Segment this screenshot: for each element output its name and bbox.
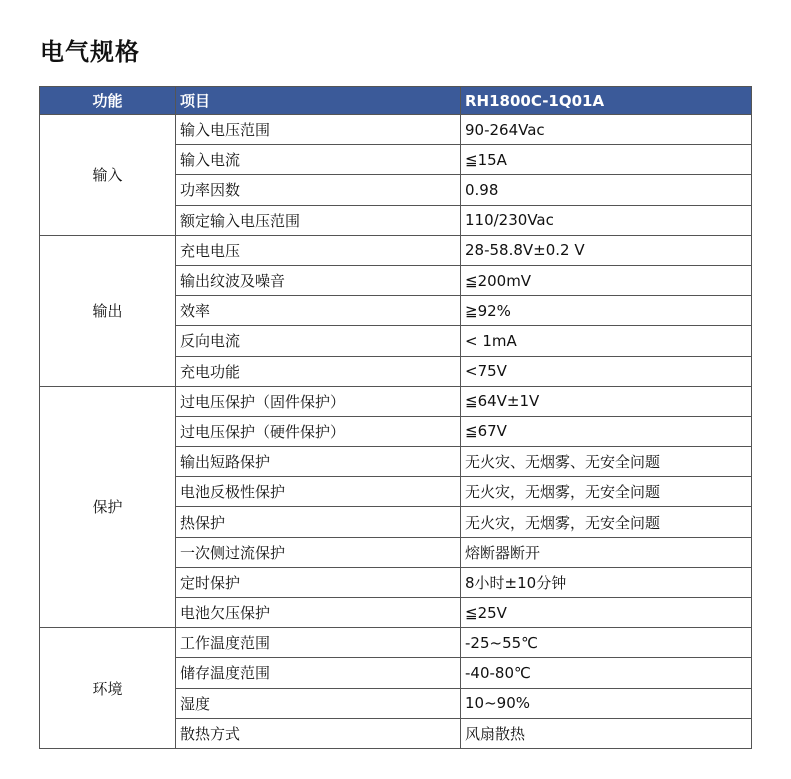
spec-value: 28-58.8V±0.2 V xyxy=(461,235,752,265)
spec-item: 工作温度范围 xyxy=(176,628,461,658)
spec-item: 输出短路保护 xyxy=(176,447,461,477)
spec-item: 热保护 xyxy=(176,507,461,537)
spec-value: 风扇散热 xyxy=(461,718,752,748)
spec-item: 充电功能 xyxy=(176,356,461,386)
page-title: 电气规格 xyxy=(40,38,140,66)
spec-value: ≦15A xyxy=(461,145,752,175)
spec-value: 90-264Vac xyxy=(461,115,752,145)
spec-value: 0.98 xyxy=(461,175,752,205)
header-item: 项目 xyxy=(176,87,461,115)
spec-value: ≧92% xyxy=(461,296,752,326)
group-label: 输入 xyxy=(40,115,176,236)
spec-value: ≦64V±1V xyxy=(461,386,752,416)
table-row xyxy=(40,115,752,145)
spec-item: 定时保护 xyxy=(176,567,461,597)
spec-value: -40-80℃ xyxy=(461,658,752,688)
spec-item: 输入电压范围 xyxy=(176,115,461,145)
header-function: 功能 xyxy=(40,87,176,115)
spec-value: ≦25V xyxy=(461,598,752,628)
spec-item: 湿度 xyxy=(176,688,461,718)
spec-value: 10~90% xyxy=(461,688,752,718)
spec-item: 过电压保护（固件保护） xyxy=(176,386,461,416)
spec-item: 过电压保护（硬件保护） xyxy=(176,416,461,446)
spec-value: 无火灾，无烟雾，无安全问题 xyxy=(461,477,752,507)
spec-item: 反向电流 xyxy=(176,326,461,356)
spec-value: 8小时±10分钟 xyxy=(461,567,752,597)
spec-item: 额定输入电压范围 xyxy=(176,205,461,235)
spec-item: 充电电压 xyxy=(176,235,461,265)
spec-value: 熔断器断开 xyxy=(461,537,752,567)
spec-item: 散热方式 xyxy=(176,718,461,748)
spec-value: -25~55℃ xyxy=(461,628,752,658)
spec-item: 输出纹波及噪音 xyxy=(176,265,461,295)
spec-item: 电池欠压保护 xyxy=(176,598,461,628)
header-model: RH1800C-1Q01A xyxy=(461,87,752,115)
spec-item: 输入电流 xyxy=(176,145,461,175)
table-row xyxy=(40,235,752,265)
table-header-row xyxy=(40,87,752,115)
spec-item: 储存温度范围 xyxy=(176,658,461,688)
group-label: 环境 xyxy=(40,628,176,749)
group-label: 输出 xyxy=(40,235,176,386)
spec-item: 一次侧过流保护 xyxy=(176,537,461,567)
spec-table-body xyxy=(40,115,752,749)
table-row xyxy=(40,628,752,658)
spec-item: 电池反极性保护 xyxy=(176,477,461,507)
spec-item: 效率 xyxy=(176,296,461,326)
spec-value: < 1mA xyxy=(461,326,752,356)
spec-item: 功率因数 xyxy=(176,175,461,205)
spec-value: <75V xyxy=(461,356,752,386)
spec-value: 无火灾，无烟雾，无安全问题 xyxy=(461,507,752,537)
table-row xyxy=(40,386,752,416)
spec-value: ≦200mV xyxy=(461,265,752,295)
spec-value: 无火灾、无烟雾、无安全问题 xyxy=(461,447,752,477)
spec-table xyxy=(39,86,752,749)
spec-value: ≦67V xyxy=(461,416,752,446)
group-label: 保护 xyxy=(40,386,176,628)
spec-value: 110/230Vac xyxy=(461,205,752,235)
